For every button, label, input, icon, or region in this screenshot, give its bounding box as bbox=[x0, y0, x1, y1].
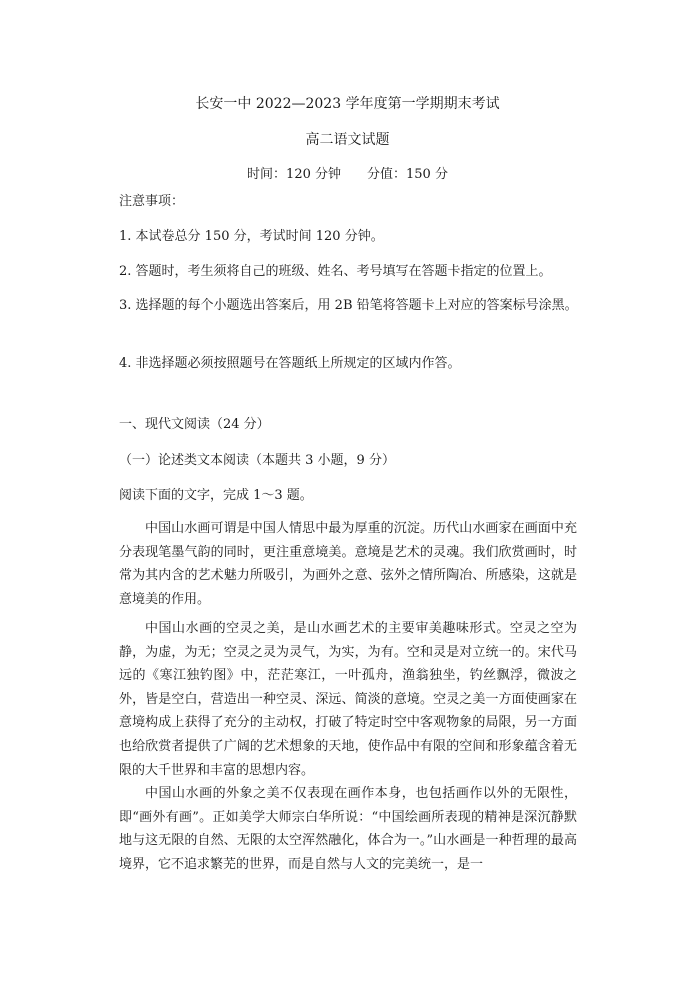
notice-item-1: 1. 本试卷总分 150 分，考试时间 120 分钟。 bbox=[119, 229, 384, 244]
reading-instruction: 阅读下面的文字，完成 1～3 题。 bbox=[119, 488, 313, 503]
notice-item-3: 3. 选择题的每个小题选出答案后，用 2B 铅笔将答题卡上对应的答案标号涂黑。 bbox=[119, 298, 578, 313]
notice-item-2: 2. 答题时，考生须将自己的班级、姓名、考号填写在答题卡指定的位置上。 bbox=[119, 264, 552, 279]
exam-title: 长安一中 2022—2023 学年度第一学期期末考试 bbox=[195, 96, 500, 112]
notice-item-4: 4. 非选择题必须按照题号在答题纸上所规定的区域内作答。 bbox=[119, 356, 461, 371]
passage-paragraph-1: 中国山水画可谓是中国人情思中最为厚重的沉淀。历代山水画家在画面中充分表现笔墨气韵的同时，更注重意境美。意境是艺术的灵魂。我们欣赏画时，时常为其内含的艺术魅力所吸引，为画外之意、弦外之情所陶冶、所感染，这就是意境美的作用。 bbox=[119, 521, 577, 607]
section-heading: 一、现代文阅读（24 分） bbox=[119, 417, 270, 432]
passage-paragraph-2: 中国山水画的空灵之美，是山水画艺术的主要审美趣味形式。空灵之空为静，为虚，为无；空灵之灵为灵气，为实，为有。空和灵是对立统一的。宋代马远的《寒江独钓图》中，茫茫寒江，一叶孤舟，渔翁独坐，钓丝飘浮，微波之外，皆是空白，营造出一种空灵、深远、简淡的意境。空灵之美一方面使画家在意境构成上获得了充分的主动权，打破了特定时空中客观物象的局限，另一方面也给欣赏者提供了广阔的艺术想象的天地，使作品中有限的空间和形象蕴含着无限的大千世界和丰富的思想内容。 bbox=[119, 621, 577, 778]
passage-paragraph-3: 中国山水画的外象之美不仅表现在画作本身，也包括画作以外的无限性，即“画外有画”。正如美学大师宗白华所说：“中国绘画所表现的精神是深沉静默地与这无限的自然、无限的太空浑然融化，体合为一。”山水画是一种哲理的最高境界，它不追求繁芜的世界，而是自然与人文的完美统一，是一 bbox=[119, 786, 577, 872]
section-sub-heading: （一）论述类文本阅读（本题共 3 小题，9 分） bbox=[119, 453, 395, 468]
time-and-score: 时间：120 分钟 分值：150 分 bbox=[247, 167, 448, 182]
exam-subtitle: 高二语文试题 bbox=[305, 132, 390, 148]
notice-heading: 注意事项： bbox=[119, 194, 185, 209]
